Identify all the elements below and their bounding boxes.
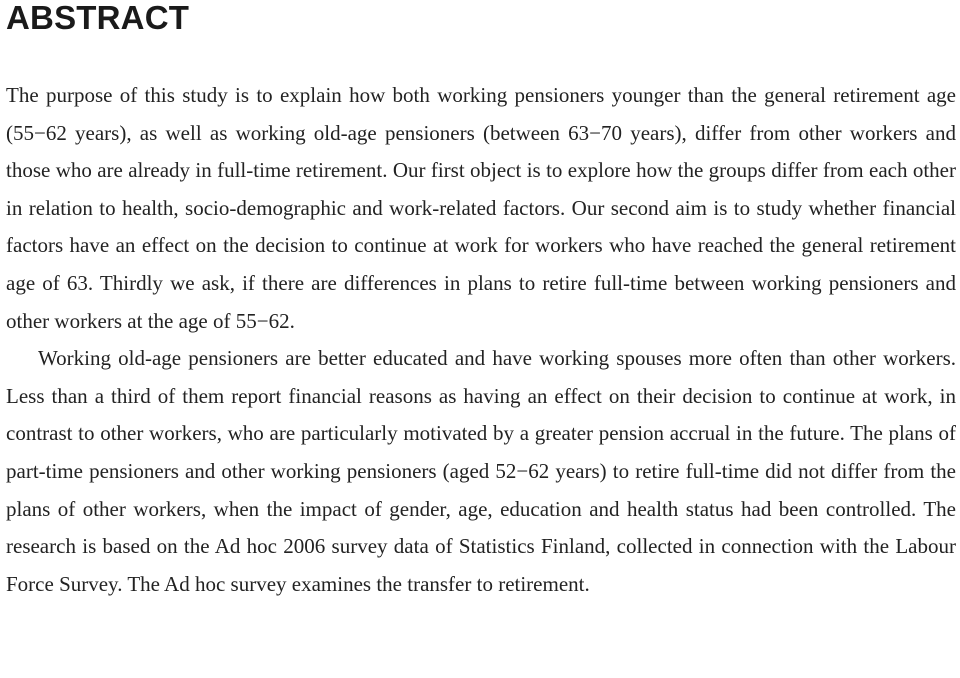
abstract-paragraph-2: Working old-age pensioners are better educated and have working spouses more often than other workers. Less than a third of them report financial reasons as having an effect on their decision to continue at work, in contrast to other workers, who are particularly motivated by a greater pension accrual in the future. The plans of part-time pensioners and other working pensioners (aged 52−62 years) to retire full-time did not differ from the plans of other workers, when the impact of gender, age, education and health status had been controlled. The research is based on the Ad hoc 2006 survey data of Statistics Finland, collected in connection with the Labour Force Survey. The Ad hoc survey examines the transfer to retirement. — [6, 346, 956, 596]
abstract-heading: ABSTRACT — [6, 0, 190, 36]
abstract-paragraph-1: The purpose of this study is to explain how both working pensioners younger than the general retirement age (55−62 years), as well as working old-age pensioners (between 63−70 years), differ from other workers and those who are already in full-time retirement. Our first object is to explore how the groups differ from each other in relation to health, socio-demographic and work-related factors. Our second aim is to study whether financial factors have an effect on the decision to continue at work for workers who have reached the general retirement age of 63. Thirdly we ask, if there are differences in plans to retire full-time between working pensioners and other workers at the age of 55−62. — [6, 83, 956, 333]
abstract-body — [6, 77, 956, 603]
document-page — [6, 0, 956, 603]
